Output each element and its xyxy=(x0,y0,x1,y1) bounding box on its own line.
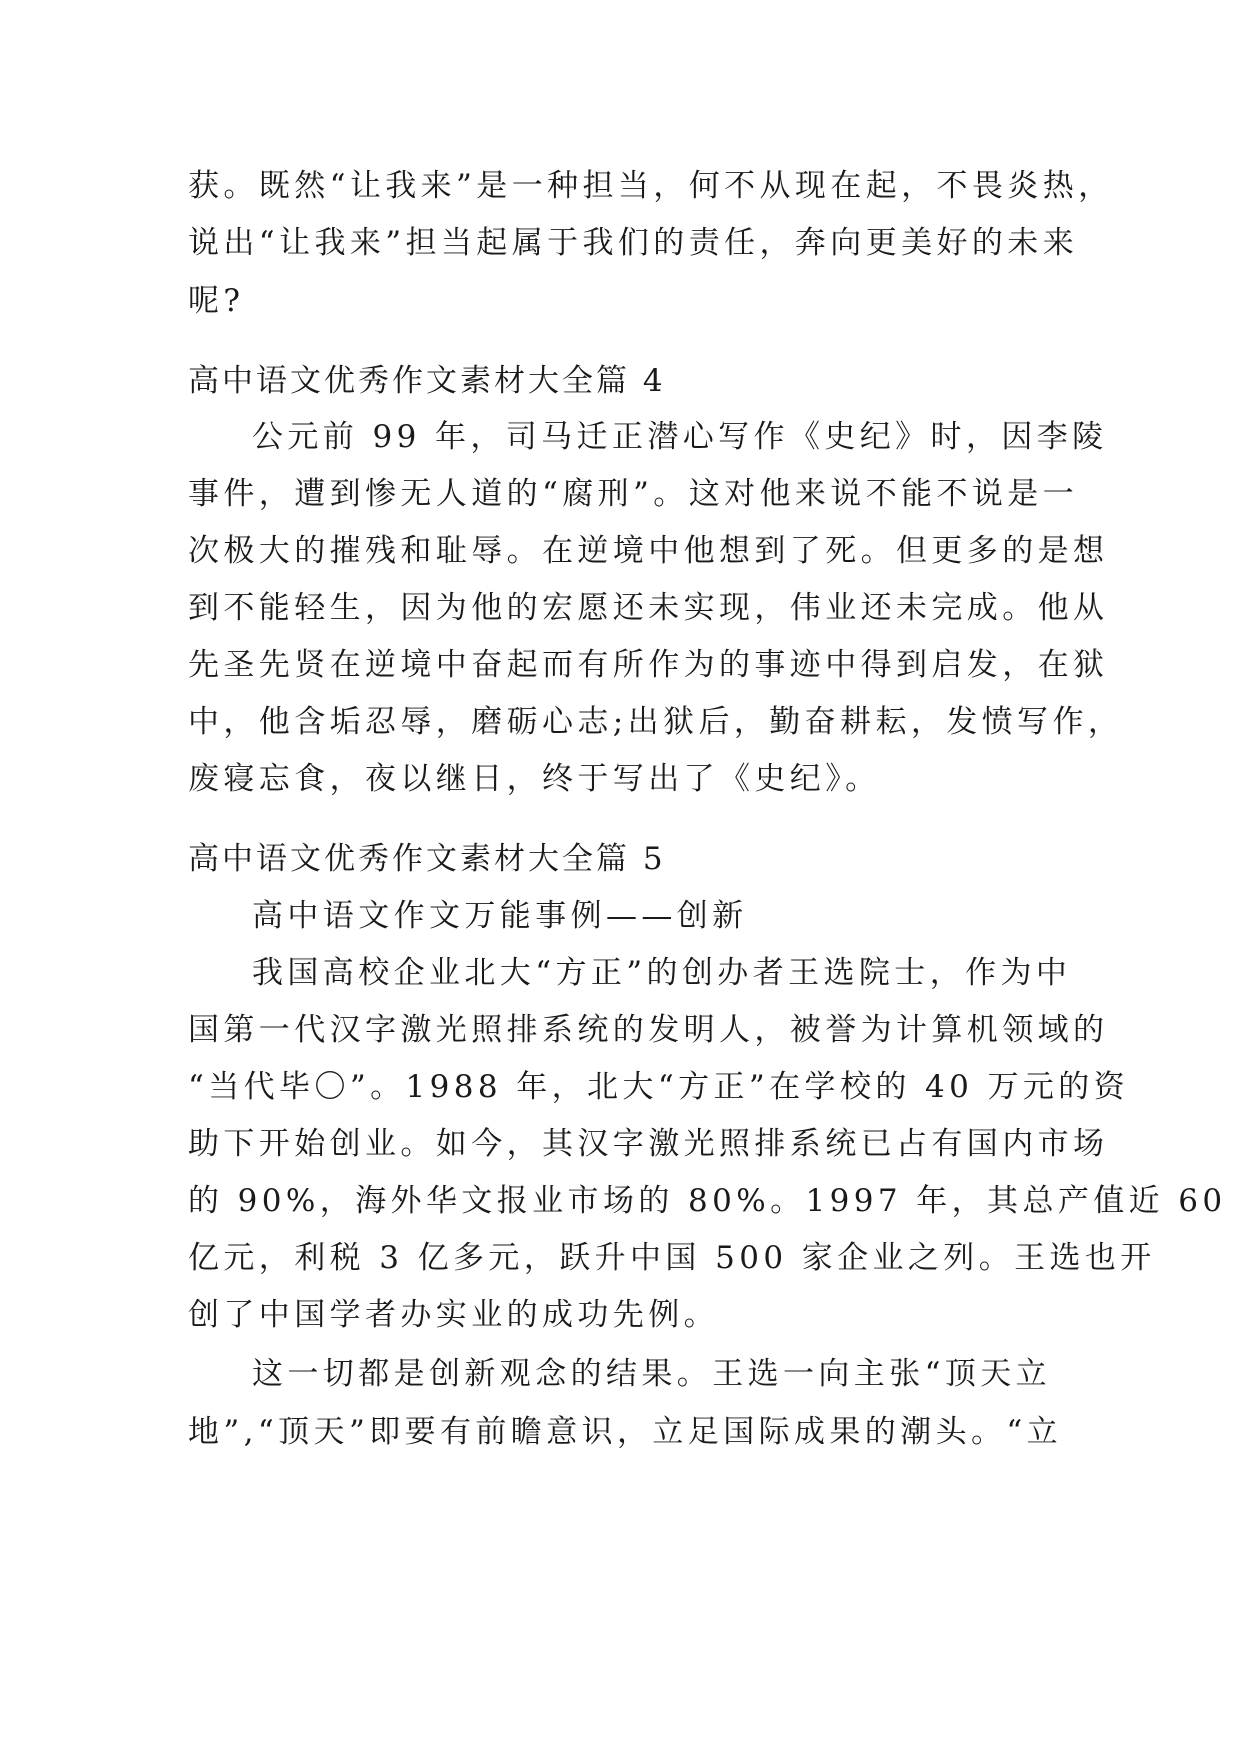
section5-heading: 高中语文优秀作文素材大全篇 5 xyxy=(188,841,666,877)
intro-line-1: 获。既然“让我来”是一种担当，何不从现在起，不畏炎热， xyxy=(188,168,1114,204)
section4-line-5: 先圣先贤在逆境中奋起而有所作为的事迹中得到启发，在狱 xyxy=(188,647,1109,683)
section5-p1-line-5: 的 90%，海外华文报业市场的 80%。1997 年，其总产值近 60 xyxy=(188,1183,1227,1219)
section4-line-1: 公元前 99 年，司马迁正潜心写作《史纪》时，因李陵 xyxy=(252,419,1108,455)
section4-line-6: 中，他含垢忍辱，磨砺心志;出狱后，勤奋耕耘，发愤写作， xyxy=(188,704,1124,740)
intro-line-3: 呢? xyxy=(188,283,245,319)
section5-subtitle: 高中语文作文万能事例——创新 xyxy=(252,898,748,934)
section4-line-7: 废寝忘食，夜以继日，终于写出了《史纪》。 xyxy=(188,761,881,797)
intro-line-2: 说出“让我来”担当起属于我们的责任，奔向更美好的未来 xyxy=(188,225,1079,261)
section5-p2-line-2: 地”,“顶天”即要有前瞻意识，立足国际成果的潮头。“立 xyxy=(188,1414,1063,1450)
section5-p1-line-7: 创了中国学者办实业的成功先例。 xyxy=(188,1297,719,1333)
section5-p1-line-3: “当代毕〇”。1988 年，北大“方正”在学校的 40 万元的资 xyxy=(188,1069,1130,1105)
section4-line-2: 事件，遭到惨无人道的“腐刑”。这对他来说不能不说是一 xyxy=(188,476,1079,512)
section4-line-3: 次极大的摧残和耻辱。在逆境中他想到了死。但更多的是想 xyxy=(188,533,1109,569)
section5-p1-line-2: 国第一代汉字激光照排系统的发明人，被誉为计算机领域的 xyxy=(188,1012,1109,1048)
section5-p1-line-4: 助下开始创业。如今，其汉字激光照排系统已占有国内市场 xyxy=(188,1126,1109,1162)
section5-p1-line-1: 我国高校企业北大“方正”的创办者王选院士，作为中 xyxy=(252,955,1072,991)
section4-line-4: 到不能轻生，因为他的宏愿还未实现，伟业还未完成。他从 xyxy=(188,590,1109,626)
section5-p2-line-1: 这一切都是创新观念的结果。王选一向主张“顶天立 xyxy=(252,1356,1052,1392)
section5-p1-line-6: 亿元，利税 3 亿多元，跃升中国 500 家企业之列。王选也开 xyxy=(188,1240,1156,1276)
section4-heading: 高中语文优秀作文素材大全篇 4 xyxy=(188,363,666,399)
